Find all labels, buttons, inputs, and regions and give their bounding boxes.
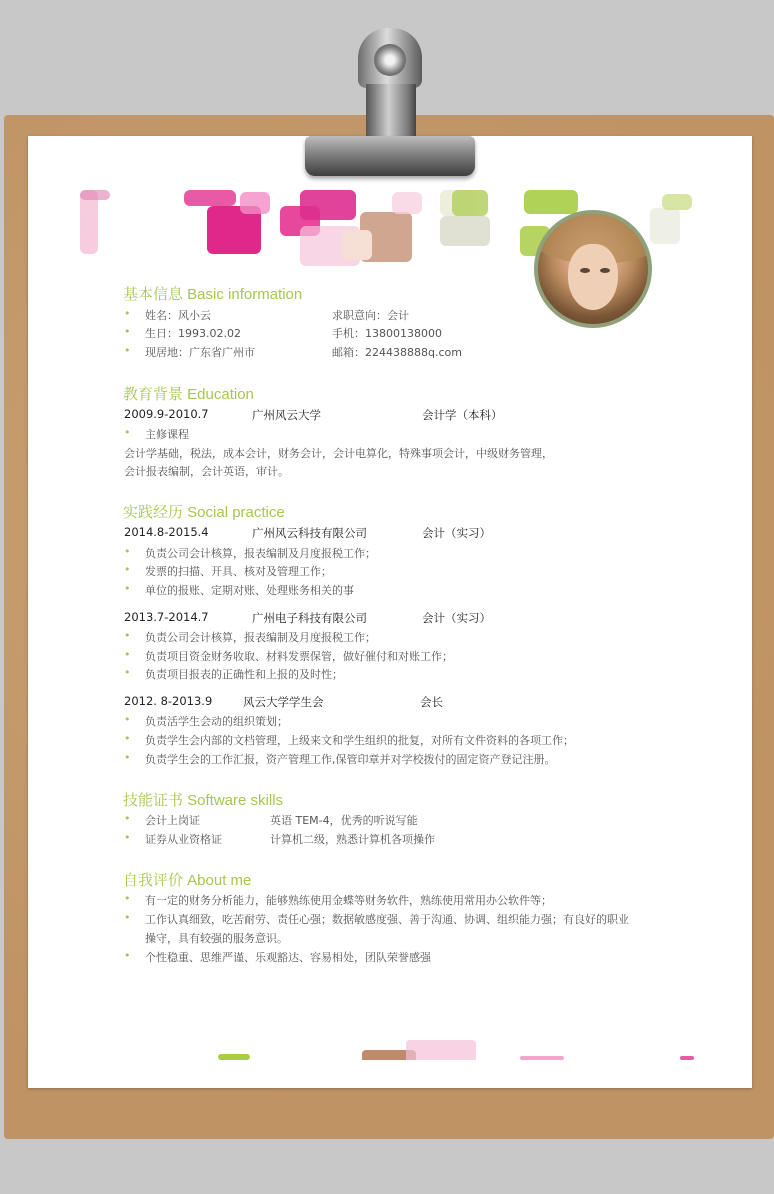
bullet: • [124, 732, 131, 745]
courses-line: 会计报表编制，会计英语，审计。 [124, 465, 289, 478]
phone-field: 手机：13800138000 [332, 327, 442, 340]
bullet: • [124, 812, 131, 825]
birth-field: 生日：1993.02.02 [145, 327, 241, 340]
bullet: • [124, 713, 131, 726]
job-duty: 负责学生会内部的文档管理，上级来文和学生组织的批复，对所有文件资料的各项工作； [145, 734, 574, 747]
bullet: • [124, 831, 131, 844]
job-duty: 负责公司会计核算，报表编制及月度报税工作； [145, 631, 376, 644]
section-title-education: 教育背景 Education [123, 386, 254, 403]
section-title-practice: 实践经历 Social practice [123, 504, 285, 521]
skill-item: 英语 TEM-4，优秀的听说写能 [270, 814, 418, 827]
edu-period: 2009.9-2010.7 [124, 407, 209, 421]
bullet: • [124, 545, 131, 558]
edu-school: 广州风云大学 [252, 408, 321, 422]
bullet: • [124, 666, 131, 679]
about-line: 个性稳重、思维严谨、乐观豁达、容易相处，团队荣誉感强 [145, 951, 431, 964]
job-role: 会计（实习） [422, 611, 491, 625]
intent-field: 求职意向：会计 [332, 309, 409, 322]
courses-line: 会计学基础，税法，成本会计，财务会计，会计电算化，特殊事项会计，中级财务管理， [124, 447, 553, 460]
bullet: • [124, 911, 131, 924]
bullet: • [124, 563, 131, 576]
job-period: 2014.8-2015.4 [124, 525, 209, 539]
job-duty: 负责学生会的工作汇报，资产管理工作,保管印章并对学校拨付的固定资产登记注册。 [145, 753, 556, 766]
bullet: • [124, 344, 131, 357]
address-field: 现居地：广东省广州市 [145, 346, 255, 359]
job-org: 广州风云科技有限公司 [252, 526, 367, 540]
bullet: • [124, 892, 131, 905]
bullet: • [124, 426, 131, 439]
job-period: 2013.7-2014.7 [124, 610, 209, 624]
skill-item: 计算机二级，熟悉计算机各项操作 [270, 833, 435, 846]
bullet: • [124, 307, 131, 320]
edu-major: 会计学（本科） [422, 408, 503, 422]
bullet: • [124, 949, 131, 962]
about-line: 有一定的财务分析能力，能够熟练使用金蝶等财务软件，熟练使用常用办公软件等； [145, 894, 552, 907]
binder-clip-neck [366, 84, 416, 140]
job-duty: 负责活学生会动的组织策划； [145, 715, 288, 728]
job-org: 风云大学学生会 [243, 695, 324, 709]
job-role: 会长 [420, 695, 443, 709]
job-duty: 单位的报账、定期对账、处理账务相关的事 [145, 584, 354, 597]
courses-label: 主修课程 [145, 428, 189, 441]
job-duty: 发票的扫描、开具、核对及管理工作； [145, 565, 332, 578]
binder-clip-ring [358, 28, 422, 88]
bullet: • [124, 582, 131, 595]
email-field: 邮箱：224438888q.com [332, 346, 462, 359]
profile-photo [534, 210, 652, 328]
name-field: 姓名：风小云 [145, 309, 211, 322]
binder-clip-base [305, 136, 475, 176]
bullet: • [124, 629, 131, 642]
bullet: • [124, 325, 131, 338]
section-title-skills: 技能证书 Software skills [123, 792, 284, 809]
job-duty: 负责公司会计核算，报表编制及月度报税工作； [145, 547, 376, 560]
bullet: • [124, 648, 131, 661]
job-duty: 负责项目报表的正确性和上报的及时性； [145, 668, 343, 681]
skill-item: 证券从业资格证 [145, 833, 222, 846]
job-role: 会计（实习） [422, 526, 491, 540]
about-line: 工作认真细致，吃苦耐劳、责任心强；数据敏感度强、善于沟通、协调、组织能力强；有良好的职业 [145, 913, 629, 926]
section-title-about: 自我评价 About me [123, 872, 252, 889]
job-duty: 负责项目资金财务收取、材料发票保管，做好催付和对账工作； [145, 650, 453, 663]
bullet: • [124, 751, 131, 764]
about-line: 操守，具有较强的服务意识。 [145, 932, 288, 945]
job-org: 广州电子科技有限公司 [252, 611, 367, 625]
section-title-basic: 基本信息 Basic information [123, 286, 303, 303]
job-period: 2012. 8-2013.9 [124, 694, 213, 708]
skill-item: 会计上岗证 [145, 814, 200, 827]
